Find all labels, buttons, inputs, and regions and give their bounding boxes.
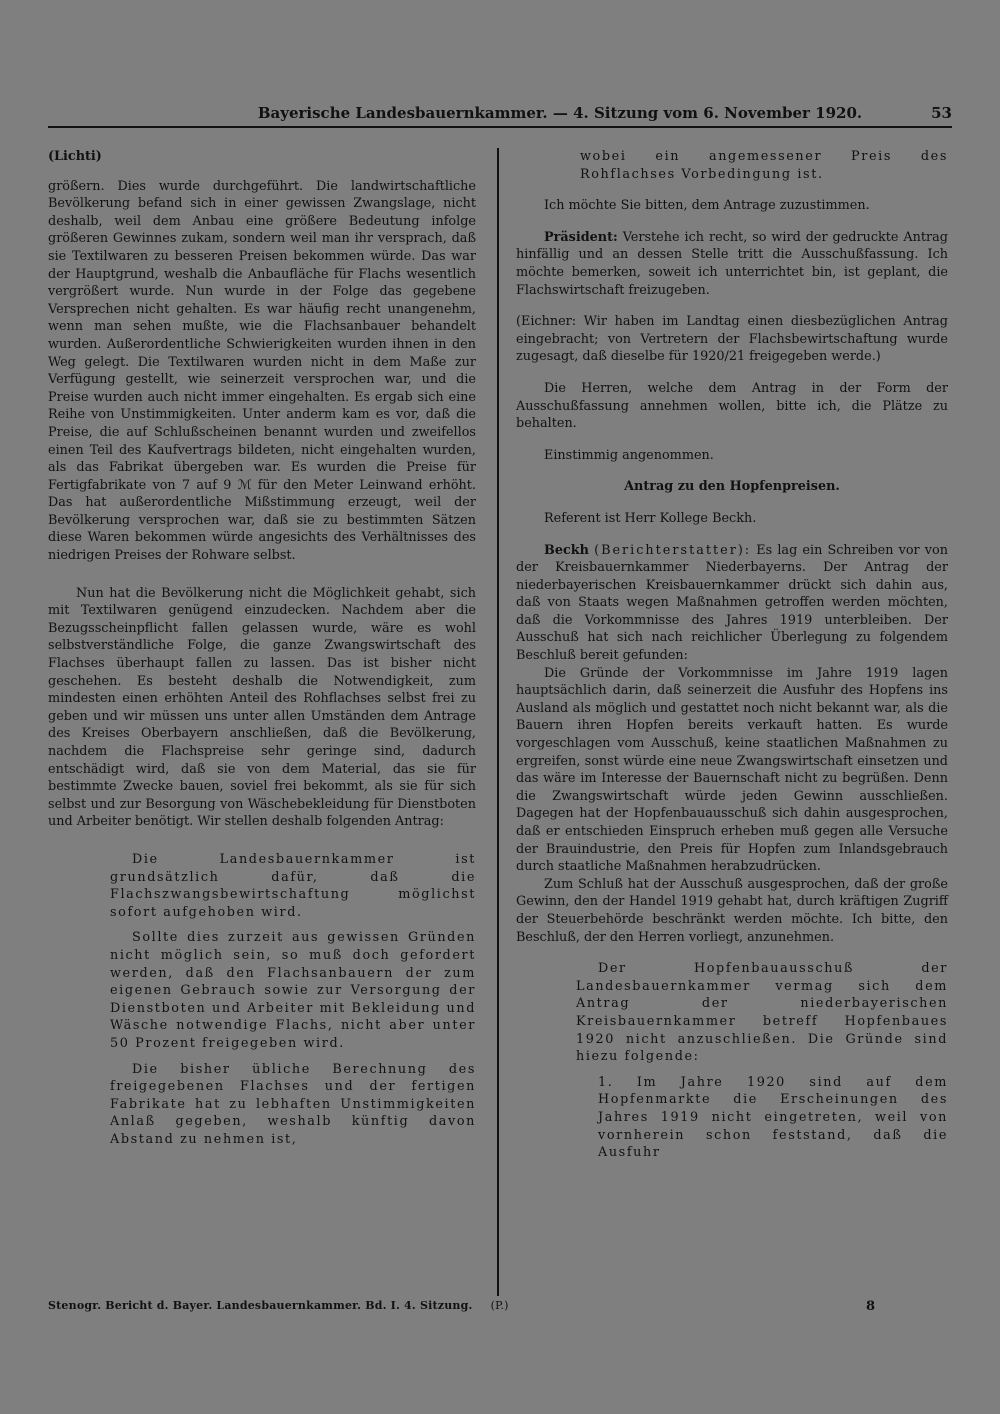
speaker-statement xyxy=(516,542,948,665)
signature-number: 8 xyxy=(866,1299,876,1314)
speaker-label: Präsident: xyxy=(544,229,618,245)
remark-text: Verstehe ich recht, so wird der gedruckte Antrag hinfällig und an dessen Stelle tritt die Ausschußfassung. Ich möchte bemerken, soweit ich unterrichtet bin, ist geplant, die Flachswirtschaft freizugeben. xyxy=(516,229,948,298)
right-column xyxy=(516,148,948,1170)
motion-clause: Die bisher übliche Berechnung des freigegebenen Flachses und der fertigen Fabrikate hat zu lebhaften Unstimmigkeiten Anlaß gegeben, weshalb künftig davon Abstand zu nehmen ist, xyxy=(110,1061,476,1147)
citation-text: Stenogr. Bericht d. Bayer. Landesbauernkammer. Bd. I. 4. Sitzung. xyxy=(48,1299,473,1312)
header-title: Bayerische Landesbauernkammer. — 4. Sitzung vom 6. November 1920. xyxy=(257,104,863,122)
paragraph: Die Herren, welche dem Antrag in der Form der Ausschußfassung annehmen wollen, bitte ich, die Plätze zu behalten. xyxy=(516,380,948,432)
speaker-role: (Berichterstatter): xyxy=(594,542,752,558)
speaker-label: (Lichti) xyxy=(48,149,102,164)
header-rule xyxy=(48,126,952,128)
resolution-point: 1. Im Jahre 1920 sind auf dem Hopfenmarkte die Erscheinungen des Jahres 1919 nicht eingetreten, weil von vornherein schon feststand, daß die Ausfuhr xyxy=(598,1074,948,1161)
paragraph: größern. Dies wurde durchgeführt. Die landwirtschaftliche Bevölkerung befand sich in einer gewissen Zwangslage, nicht deshalb, weil dem Anbau eine größere Bedeutung infolge größeren Gewinnes zukam, sondern weil man ihr versprach, daß sie Textilwaren zu besseren Preisen bekommen würde. Das war der Hauptgrund, weshalb die Anbaufläche für Flachs wesentlich vergrößert wurde. Nun wurde in der Folge das gegebene Versprechen nicht gehalten. Es war häufig recht unangenehm, wenn man sehen mußte, wie die Flachsanbauer behandelt wurden. Außerordentliche Schwierigkeiten wurden ihnen in den Weg gelegt. Die Textilwaren wurden nicht in dem Maße zur Verfügung gestellt, wie seinerzeit versprochen war, und die Preise wurden auch nicht immer eingehalten. Es ergab sich eine Reihe von Unstimmigkeiten. Unter anderm kam es vor, daß die Preise, die auf Schlußscheinen benannt wurden und zweifellos einen Teil des Kaufvertrags bildeten, nicht eingehalten wurden, als das Fabrikat übergeben war. Es wurden die Preise für Fertigfabrikate von 7 auf 9 ℳ für den Meter Leinwand erhöht. Das hat außerordentliche Mißstimmung erzeugt, weil der Bevölkerung versprochen war, daß sie zu bestimmten Sätzen diese Waren bekommen würde angesichts des Verhältnisses des niedrigen Preises der Rohware selbst. xyxy=(48,178,476,564)
column-divider xyxy=(497,148,499,1296)
interjection: (Eichner: Wir haben im Landtag einen diesbezüglichen Antrag eingebracht; von Vertretern der Flachsbewirtschaftung wurde zugesagt, daß dieselbe für 1920/21 freigegeben werde.) xyxy=(516,314,948,365)
resolution-text xyxy=(576,960,948,1162)
resolution-clause: Der Hopfenbauausschuß der Landesbauernkammer vermag sich dem Antrag der niederbayerischen Kreisbauernkammer betreff Hopfenbaues 1920 nicht anzuschließen. Die Gründe sind hiezu folgende: xyxy=(576,961,948,1065)
president-remark xyxy=(516,229,948,299)
footer-mark: (P.) xyxy=(490,1299,509,1312)
left-column xyxy=(48,148,476,1156)
footer-citation xyxy=(48,1299,509,1312)
motion-clause-continued: wobei ein angemessener Preis des Rohflachses Vorbedingung ist. xyxy=(580,149,948,182)
running-header xyxy=(48,100,952,126)
motion-clause: Sollte dies zurzeit aus gewissen Gründen nicht möglich sein, so muß doch gefordert werden, daß den Flachsanbauern der zum eigenen Gebrauch sowie zur Versorgung der Dienstboten und Arbeiter mit Bekleidung und Wäsche notwendige Flachs, nicht aber unter 50 Prozent freigegeben wird. xyxy=(110,930,476,1051)
paragraph: Nun hat die Bevölkerung nicht die Möglichkeit gehabt, sich mit Textilwaren genügend einzudecken. Nachdem aber die Bezugsscheinpflicht fallen gelassen wurde, wäre es wohl selbstverständliche Folge, die ganze Zwangswirtschaft des Flachses überhaupt fallen zu lassen. Das ist bisher nicht geschehen. Es besteht deshalb die Notwendigkeit, zum mindesten einen erhöhten Anteil des Rohflachses selbst frei zu geben und wir müssen uns unter allen Umständen dem Antrage des Kreises Oberbayern anschließen, daß die Bevölkerung, nachdem die Flachspreise sehr geringe sind, dadurch entschädigt wird, daß sie von dem Material, das sie für bestimmte Zwecke bauen, soviel frei bekommt, als sie für sich selbst und zur Besorgung von Wäschebekleidung für Dienstboten und Arbeiter benötigt. Wir stellen deshalb folgenden Antrag: xyxy=(48,585,476,830)
paragraph: Die Gründe der Vorkommnisse im Jahre 1919 lagen hauptsächlich darin, daß seinerzeit die Ausfuhr des Hopfens ins Ausland als möglich und gestattet noch nicht bekannt war, als die Bauern ihren Hopfen bereits verkauft hatten. Es wurde vorgeschlagen vom Ausschuß, keine staatlichen Maßnahmen zu ergreifen, sonst würde eine neue Zwangswirtschaft einsetzen und das wäre im Interesse der Bauernschaft nicht zu begrüßen. Denn die Zwangswirtschaft würde jeden Gewinn ausschließen. Dagegen hat der Hopfenbauausschuß sich dahin ausgesprochen, daß er entschieden Einspruch erheben muß gegen alle Versuche der Brauindustrie, den Preis für Hopfen zum Inlandsgebrauch durch staatliche Maßnahmen herabzudrücken. xyxy=(516,665,948,875)
statement-text: Es lag ein Schreiben vor von der Kreisbauernkammer Niederbayerns. Der Antrag der niederbayerischen Kreisbauernkammer drückt sich dahin aus, daß von Staats wegen Maßnahmen getroffen werden möchten, daß die Vorkommnisse des Jahres 1919 unterbleiben. Der Ausschuß hat sich nach reichlicher Überlegung zu folgendem Beschluß bereit gefunden: xyxy=(516,542,948,664)
motion-clause: Die Landesbauernkammer ist grundsätzlich dafür, daß die Flachszwangsbewirtschaftung möglichst sofort aufgehoben wird. xyxy=(110,851,476,920)
speaker-label: Beckh xyxy=(544,542,589,558)
paragraph: Ich möchte Sie bitten, dem Antrage zuzustimmen. xyxy=(544,198,870,214)
paragraph: Zum Schluß hat der Ausschuß ausgesprochen, daß der große Gewinn, den der Handel 1919 gehabt hat, durch kräftigen Zugriff der Steuerbehörde beschränkt werden möchte. Ich bitte, den Beschluß, der den Herren vorliegt, anzunehmen. xyxy=(516,876,948,945)
motion-text xyxy=(110,851,476,1149)
section-title: Antrag zu den Hopfenpreisen. xyxy=(624,479,840,495)
paragraph: Referent ist Herr Kollege Beckh. xyxy=(544,510,757,526)
vote-result: Einstimmig angenommen. xyxy=(544,447,714,463)
page-number: 53 xyxy=(931,104,952,122)
